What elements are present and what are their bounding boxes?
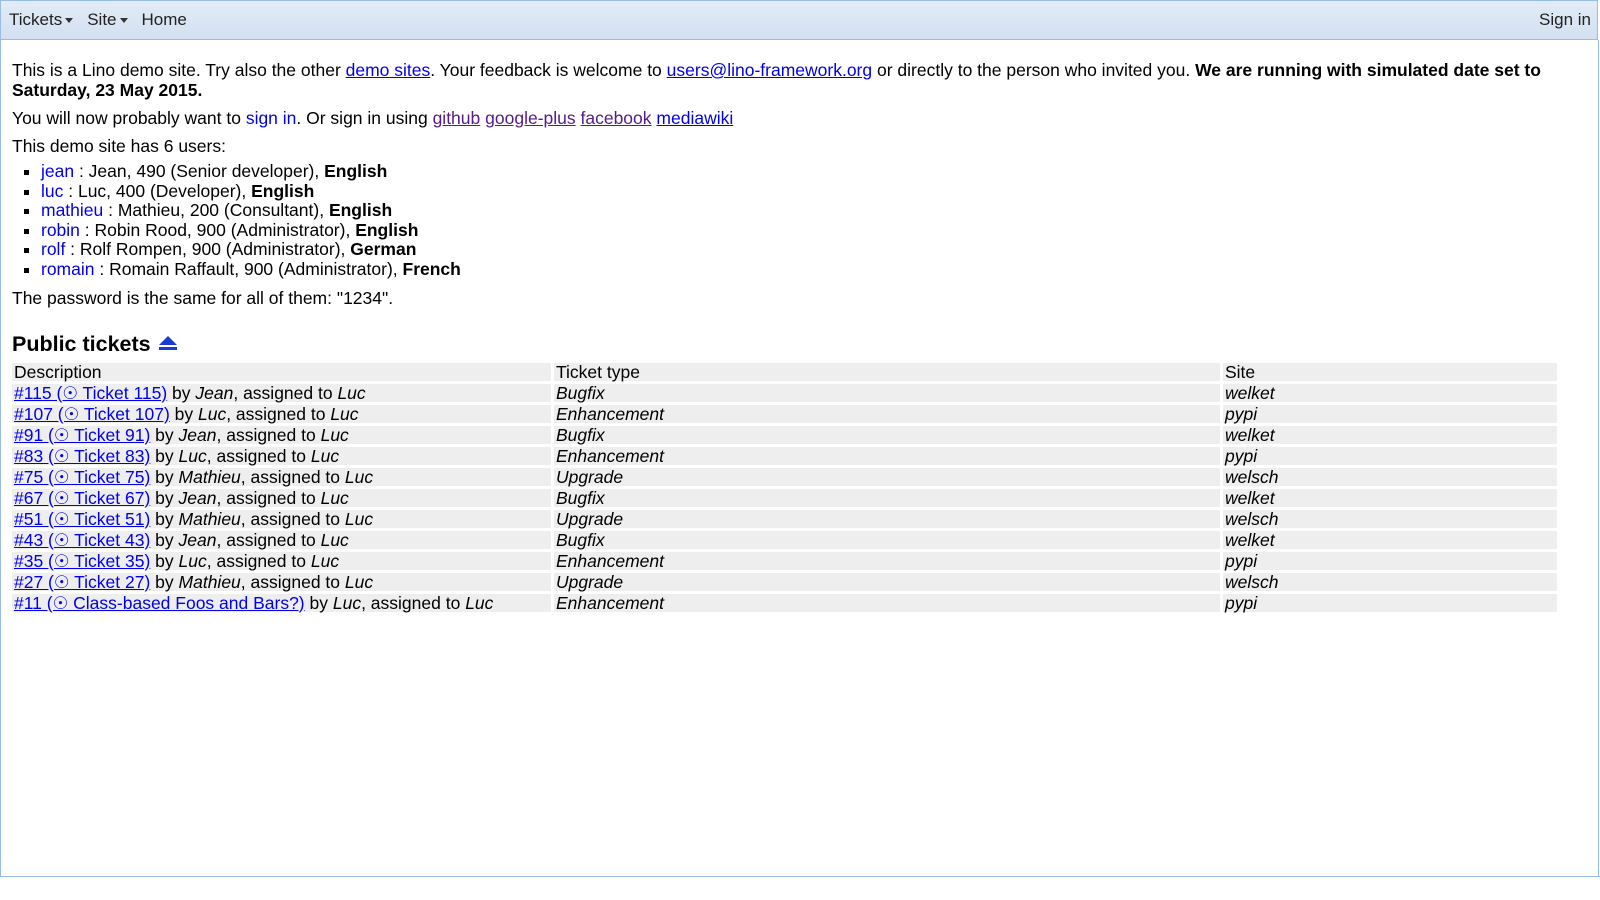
list-item	[41, 162, 1587, 182]
table-row	[12, 489, 1557, 507]
ticket-author: Mathieu	[178, 466, 241, 487]
ticket-assignee: Luc	[310, 550, 340, 571]
list-item	[41, 240, 1587, 260]
ticket-link[interactable]: #27 (☉ Ticket 27)	[14, 571, 151, 592]
ticket-site	[1223, 489, 1557, 507]
by-text: by	[150, 466, 179, 487]
by-text: by	[150, 424, 179, 445]
ticket-assignee: Luc	[330, 403, 359, 424]
eject-icon[interactable]	[159, 336, 177, 351]
ticket-type-value: Bugfix	[556, 529, 605, 550]
ticket-author: Mathieu	[178, 571, 241, 592]
by-text: by	[167, 382, 196, 403]
by-text: by	[150, 445, 179, 466]
ticket-type-value: Bugfix	[556, 382, 605, 403]
ticket-link[interactable]: #107 (☉ Ticket 107)	[14, 403, 170, 424]
user-link-luc[interactable]: luc	[41, 180, 64, 201]
ticket-link[interactable]: #83 (☉ Ticket 83)	[14, 445, 151, 466]
table-row	[12, 468, 1557, 486]
user-language: English	[355, 219, 419, 240]
list-item	[41, 221, 1587, 241]
assigned-text: , assigned to	[216, 529, 321, 550]
public-tickets-heading	[12, 331, 1587, 356]
ticket-link[interactable]: #115 (☉ Ticket 115)	[14, 382, 168, 403]
google-plus-link[interactable]: google-plus	[485, 108, 576, 128]
ticket-author: Luc	[197, 403, 227, 424]
ticket-assignee: Luc	[465, 592, 494, 613]
user-link-robin[interactable]: robin	[41, 219, 80, 240]
user-language: French	[402, 258, 461, 279]
signin-paragraph	[12, 108, 1587, 128]
ticket-link[interactable]: #67 (☉ Ticket 67)	[14, 487, 151, 508]
assigned-text: , assigned to	[206, 550, 311, 571]
ticket-assignee: Luc	[320, 424, 349, 445]
ticket-author: Jean	[178, 424, 217, 445]
ticket-type	[554, 531, 1220, 549]
assigned-text: , assigned to	[216, 424, 321, 445]
menu-home-label: Home	[141, 10, 187, 29]
intro-text: or directly to the person who invited you.	[872, 60, 1196, 80]
ticket-site-value: welsch	[1225, 508, 1279, 529]
ticket-author: Jean	[178, 487, 217, 508]
table-row	[12, 405, 1557, 423]
ticket-link[interactable]: #75 (☉ Ticket 75)	[14, 466, 151, 487]
user-details: : Romain Raffault, 900 (Administrator),	[94, 258, 403, 279]
ticket-type-value: Upgrade	[556, 571, 624, 592]
ticket-description	[12, 489, 551, 507]
ticket-type-value: Enhancement	[556, 403, 664, 424]
user-details: : Mathieu, 200 (Consultant),	[103, 200, 329, 221]
column-header: Site	[1223, 363, 1557, 381]
ticket-site-value: welket	[1225, 529, 1275, 550]
ticket-description	[12, 510, 551, 528]
ticket-type-value: Bugfix	[556, 424, 605, 445]
ticket-description	[12, 594, 551, 612]
table-row	[12, 447, 1557, 465]
user-details: : Robin Rood, 900 (Administrator),	[79, 219, 356, 240]
user-details: : Rolf Rompen, 900 (Administrator),	[65, 239, 351, 260]
ticket-link[interactable]: #43 (☉ Ticket 43)	[14, 529, 151, 550]
list-item	[41, 260, 1587, 280]
menu-tickets-label: Tickets	[9, 10, 63, 29]
user-list	[12, 162, 1587, 280]
user-language: German	[350, 239, 417, 260]
simulated-date-note: We are running with simulated date set to Saturday, 23 May 2015.	[12, 60, 1541, 100]
ticket-type	[554, 489, 1220, 507]
signin-text: You will now probably want to	[12, 108, 246, 128]
ticket-link[interactable]: #11 (☉ Class-based Foos and Bars?)	[14, 592, 305, 613]
ticket-description	[12, 531, 551, 549]
menu-home[interactable]	[134, 10, 193, 30]
ticket-site	[1223, 573, 1557, 591]
table-row	[12, 426, 1557, 444]
ticket-link[interactable]: #35 (☉ Ticket 35)	[14, 550, 151, 571]
ticket-link[interactable]: #91 (☉ Ticket 91)	[14, 424, 151, 445]
by-text: by	[150, 487, 179, 508]
ticket-site-value: welket	[1225, 382, 1275, 403]
ticket-type-value: Bugfix	[556, 487, 605, 508]
ticket-site	[1223, 552, 1557, 570]
assigned-text: , assigned to	[226, 403, 331, 424]
ticket-site-value: welsch	[1225, 571, 1279, 592]
ticket-site	[1223, 510, 1557, 528]
assigned-text: , assigned to	[206, 445, 311, 466]
user-link-mathieu[interactable]: mathieu	[41, 200, 104, 221]
ticket-description	[12, 468, 551, 486]
table-row	[12, 384, 1557, 402]
ticket-type	[554, 510, 1220, 528]
assigned-text: , assigned to	[240, 571, 345, 592]
sign-in-link[interactable]: sign in	[245, 108, 297, 128]
user-language: English	[251, 180, 315, 201]
ticket-site-value: welket	[1225, 487, 1275, 508]
ticket-description	[12, 447, 551, 465]
facebook-link[interactable]: facebook	[580, 108, 652, 128]
column-header: Description	[12, 363, 551, 381]
ticket-author: Mathieu	[178, 508, 241, 529]
top-menu-bar	[0, 0, 1598, 40]
ticket-type	[554, 468, 1220, 486]
ticket-type	[554, 552, 1220, 570]
by-text: by	[304, 592, 333, 613]
ticket-site-value: welket	[1225, 424, 1275, 445]
ticket-author: Jean	[195, 382, 234, 403]
ticket-type-value: Enhancement	[556, 445, 664, 466]
ticket-link[interactable]: #51 (☉ Ticket 51)	[14, 508, 151, 529]
ticket-assignee: Luc	[344, 571, 374, 592]
ticket-author: Luc	[178, 445, 207, 466]
ticket-author: Jean	[178, 529, 217, 550]
ticket-site-value: pypi	[1225, 592, 1258, 613]
ticket-type	[554, 405, 1220, 423]
ticket-type-value: Upgrade	[556, 508, 624, 529]
ticket-site-value: pypi	[1225, 403, 1258, 424]
assigned-text: , assigned to	[233, 382, 338, 403]
table-row	[12, 594, 1557, 612]
assigned-text: , assigned to	[216, 487, 321, 508]
demo-sites-link[interactable]: demo sites	[345, 60, 431, 80]
ticket-site	[1223, 594, 1557, 612]
ticket-type-value: Enhancement	[556, 550, 664, 571]
assigned-text: , assigned to	[240, 466, 345, 487]
ticket-assignee: Luc	[320, 487, 349, 508]
assigned-text: , assigned to	[361, 592, 466, 613]
user-link-rolf[interactable]: rolf	[41, 239, 66, 260]
table-row	[12, 573, 1557, 591]
list-item	[41, 182, 1587, 202]
main-content	[12, 60, 1587, 615]
ticket-assignee: Luc	[310, 445, 340, 466]
section-title: Public tickets	[12, 331, 151, 356]
tickets-table-body	[12, 384, 1557, 612]
ticket-type	[554, 594, 1220, 612]
user-link-jean[interactable]: jean	[41, 161, 75, 181]
column-header: Ticket type	[554, 363, 1220, 381]
github-link[interactable]: github	[432, 108, 481, 128]
by-text: by	[169, 403, 198, 424]
ticket-site	[1223, 447, 1557, 465]
ticket-assignee: Luc	[320, 529, 349, 550]
intro-text: This is a Lino demo site. Try also the other	[12, 60, 346, 80]
ticket-type	[554, 573, 1220, 591]
by-text: by	[150, 508, 179, 529]
signin-text: . Or sign in using	[296, 108, 433, 128]
ticket-site	[1223, 405, 1557, 423]
chevron-down-icon	[65, 18, 73, 23]
ticket-description	[12, 573, 551, 591]
menu-tickets[interactable]	[1, 10, 79, 30]
chevron-down-icon	[120, 18, 128, 23]
user-details: : Jean, 490 (Senior developer),	[74, 161, 325, 181]
frame-border-bottom	[0, 876, 1600, 877]
by-text: by	[150, 529, 179, 550]
table-row	[12, 552, 1557, 570]
ticket-type	[554, 384, 1220, 402]
ticket-assignee: Luc	[337, 382, 366, 403]
users-intro: This demo site has 6 users:	[12, 136, 226, 156]
ticket-assignee: Luc	[344, 508, 374, 529]
ticket-type-value: Enhancement	[556, 592, 664, 613]
tickets-table	[9, 360, 1560, 615]
ticket-site-value: pypi	[1225, 550, 1258, 571]
ticket-description	[12, 405, 551, 423]
password-note: The password is the same for all of them: "1234".	[12, 287, 394, 308]
ticket-assignee: Luc	[344, 466, 374, 487]
email-link[interactable]: users@lino-framework.org	[666, 60, 873, 80]
ticket-site	[1223, 468, 1557, 486]
intro-paragraph	[12, 60, 1587, 100]
sign-in-button[interactable]: Sign in	[1539, 10, 1591, 29]
table-row	[12, 510, 1557, 528]
ticket-site-value: pypi	[1225, 445, 1258, 466]
mediawiki-link[interactable]: mediawiki	[656, 108, 734, 128]
intro-text: . Your feedback is welcome to	[430, 60, 667, 80]
user-language: English	[324, 161, 388, 181]
by-text: by	[150, 571, 179, 592]
user-link-romain[interactable]: romain	[41, 258, 95, 279]
ticket-site	[1223, 426, 1557, 444]
ticket-description	[12, 426, 551, 444]
list-item	[41, 201, 1587, 221]
user-language: English	[328, 200, 393, 221]
ticket-site	[1223, 384, 1557, 402]
menu-site-label: Site	[87, 10, 117, 29]
ticket-type	[554, 426, 1220, 444]
ticket-type-value: Upgrade	[556, 466, 624, 487]
menu-site[interactable]	[79, 10, 133, 30]
by-text: by	[150, 550, 179, 571]
ticket-description	[12, 384, 551, 402]
assigned-text: , assigned to	[240, 508, 345, 529]
ticket-author: Luc	[178, 550, 207, 571]
table-header-row	[12, 363, 1557, 381]
ticket-author: Luc	[332, 592, 362, 613]
ticket-type	[554, 447, 1220, 465]
ticket-site	[1223, 531, 1557, 549]
user-details: : Luc, 400 (Developer),	[63, 180, 252, 201]
ticket-site-value: welsch	[1225, 466, 1279, 487]
ticket-description	[12, 552, 551, 570]
frame-border-left	[0, 40, 1, 876]
table-row	[12, 531, 1557, 549]
frame-border-right	[1598, 40, 1599, 876]
